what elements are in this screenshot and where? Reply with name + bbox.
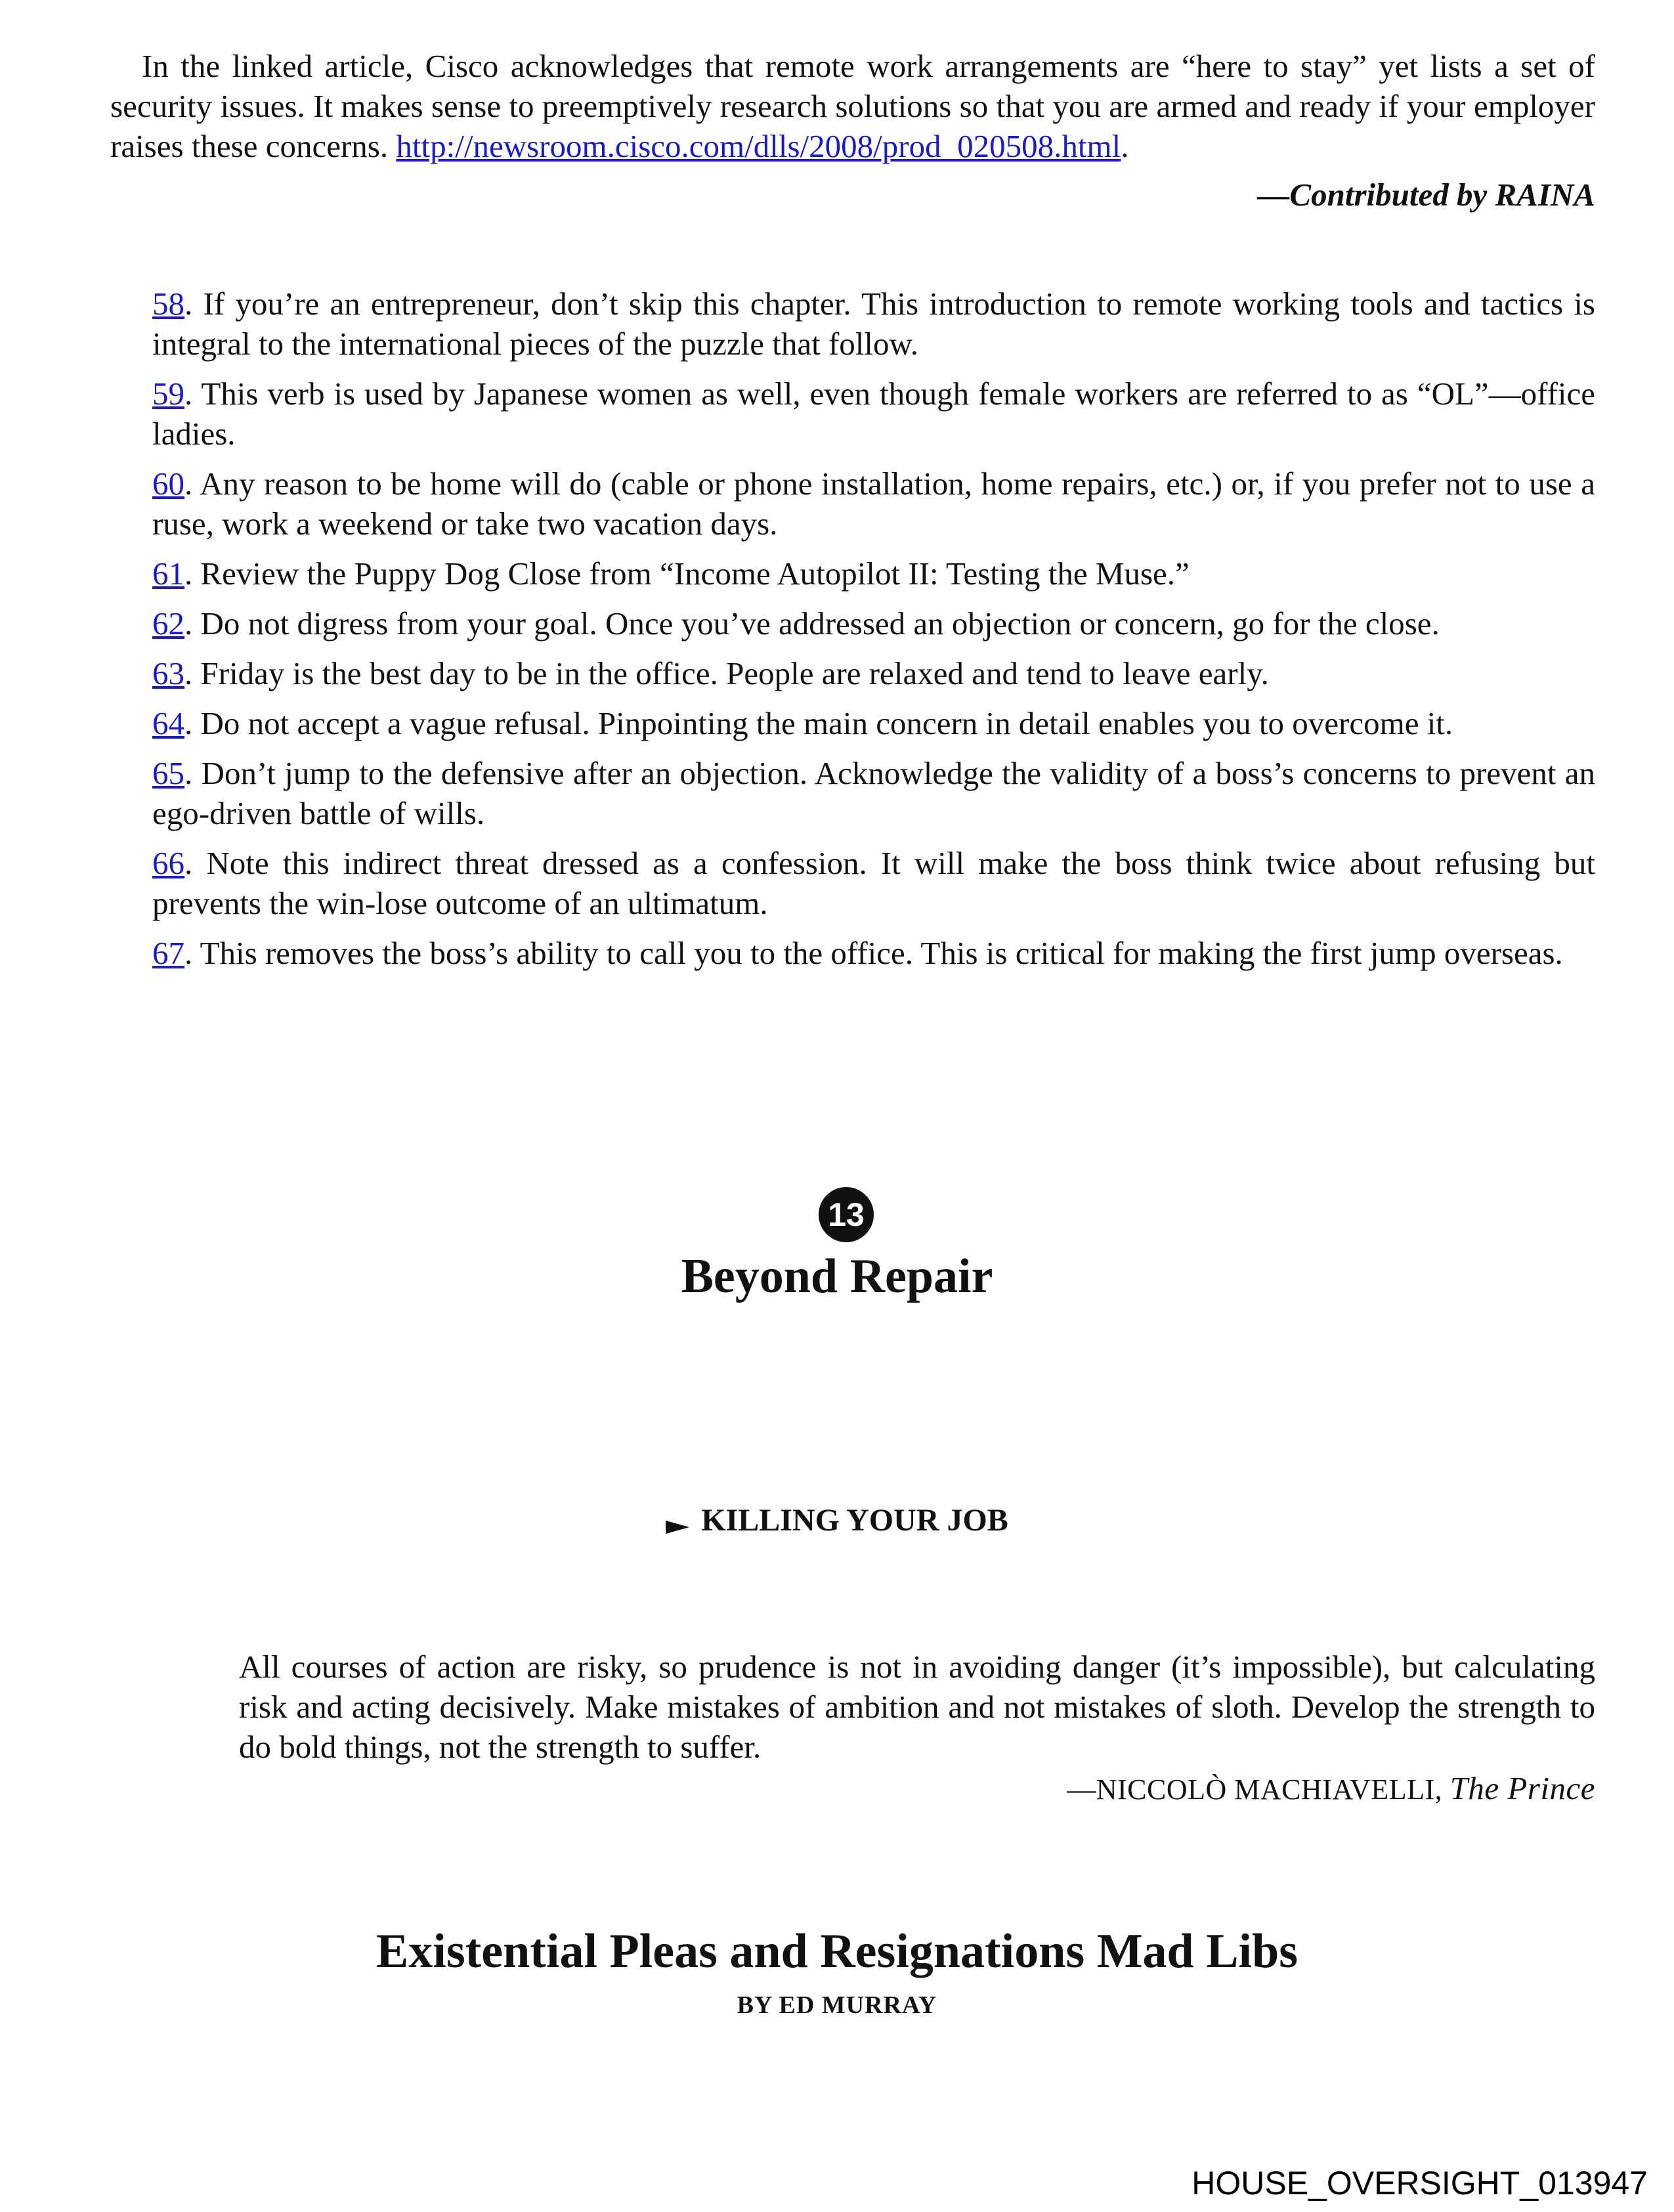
- endnote-text: . Note this indirect threat dressed as a confession. It will make the boss think twice about refusing but prevents the win-lose outcome of an ultimatum.: [152, 845, 1595, 921]
- endnote-number-link[interactable]: 63: [152, 655, 184, 691]
- endnote: [152, 753, 1595, 833]
- endnote-text: . This removes the boss’s ability to call you to the office. This is critical for making the first jump overseas.: [184, 935, 1563, 971]
- endnote-number-link[interactable]: 61: [152, 555, 184, 592]
- endnote: [152, 464, 1595, 544]
- endnote-number-link[interactable]: 60: [152, 466, 184, 502]
- epigraph-quote: All courses of action are risky, so prudence is not in avoiding danger (it’s impossible), but calculating risk and acting decisively. Make mistakes of ambition and not mistakes of sloth. Develop the strength to do bold things, not the strength to suffer.: [239, 1649, 1595, 1765]
- intro-link-suffix: .: [1121, 128, 1129, 164]
- section-heading: [0, 1502, 1674, 1538]
- endnote-text: . Any reason to be home will do (cable or phone installation, home repairs, etc.) or, if you prefer not to use a ruse, work a weekend or take two vacation days.: [152, 466, 1595, 542]
- intro-text: In the linked article, Cisco acknowledges that remote work arrangements are “here to stay” yet lists a set of security issues. It makes sense to preemptively research solutions so that you are armed and ready if your employer raises these concerns.: [110, 48, 1595, 164]
- endnote-number-link[interactable]: 59: [152, 376, 184, 412]
- document-id-stamp: HOUSE_OVERSIGHT_013947: [1191, 2165, 1648, 2201]
- endnote: [152, 553, 1595, 594]
- endnote-text: . Friday is the best day to be in the office. People are relaxed and tend to leave early.: [184, 655, 1269, 691]
- endnote-text: . Don’t jump to the defensive after an objection. Acknowledge the validity of a boss’s concerns to prevent an ego-driven battle of wills.: [152, 755, 1595, 831]
- endnote-text: . Do not digress from your goal. Once you’ve addressed an objection or concern, go for the close.: [184, 605, 1440, 641]
- endnote: [152, 843, 1595, 923]
- endnote: [152, 374, 1595, 454]
- endnote-number-link[interactable]: 64: [152, 705, 184, 741]
- endnote: [152, 653, 1595, 693]
- endnote-text: . Do not accept a vague refusal. Pinpointing the main concern in detail enables you to overcome it.: [184, 705, 1453, 741]
- section-heading-text: KILLING YOUR JOB: [701, 1503, 1008, 1538]
- contributor-credit: —Contributed by RAINA: [1257, 177, 1595, 213]
- endnote-number-link[interactable]: 67: [152, 935, 184, 971]
- endnote: [152, 284, 1595, 364]
- endnote-text: . This verb is used by Japanese women as well, even though female workers are referred to as “OL”—office ladies.: [152, 376, 1595, 452]
- madlibs-byline: BY ED MURRAY: [737, 1991, 937, 2019]
- chapter-number-badge: 13: [819, 1187, 874, 1242]
- endnote-number-link[interactable]: 62: [152, 605, 184, 641]
- endnote-number-link[interactable]: 66: [152, 845, 184, 881]
- endnote-number-link[interactable]: 65: [152, 755, 184, 791]
- endnote: [152, 933, 1595, 973]
- epigraph-attribution: [1067, 1769, 1595, 1807]
- epigraph-work-title: The Prince: [1449, 1770, 1595, 1806]
- endnotes-list: [152, 284, 1595, 983]
- endnote-number-link[interactable]: 58: [152, 286, 184, 322]
- endnote: [152, 703, 1595, 743]
- endnote-text: . If you’re an entrepreneur, don’t skip this chapter. This introduction to remote working tools and tactics is integral to the international pieces of the puzzle that follow.: [152, 286, 1595, 362]
- intro-paragraph: [110, 46, 1595, 166]
- chapter-title: Beyond Repair: [681, 1249, 993, 1303]
- endnote-text: . Review the Puppy Dog Close from “Income Autopilot II: Testing the Muse.”: [184, 555, 1190, 592]
- madlibs-title: Existential Pleas and Resignations Mad Libs: [376, 1924, 1298, 1978]
- endnote: [152, 603, 1595, 643]
- arrow-icon: [666, 1521, 689, 1534]
- epigraph-author: —NICCOLÒ MACHIAVELLI,: [1067, 1773, 1450, 1806]
- cisco-article-link[interactable]: http://newsroom.cisco.com/dlls/2008/prod_020508.html: [396, 128, 1121, 164]
